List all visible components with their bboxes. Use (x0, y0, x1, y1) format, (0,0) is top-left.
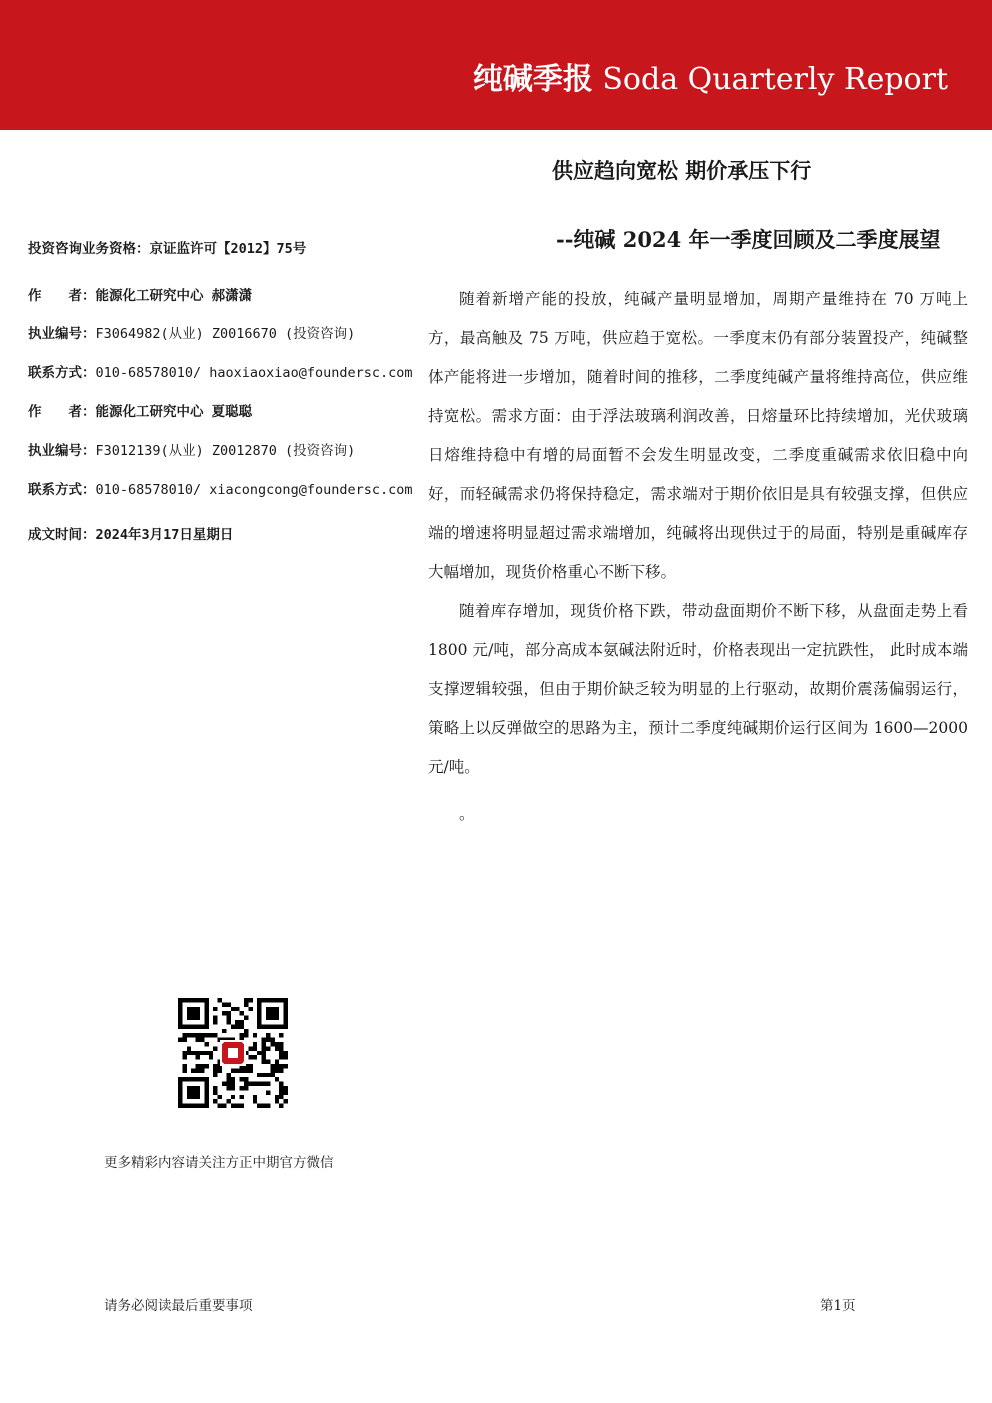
headline: 供应趋向宽松 期价承压下行 (552, 158, 812, 183)
contact1-value: 010-68578010/ haoxiaoxiao@foundersc.com (95, 365, 413, 381)
contact2-line (28, 478, 412, 498)
license2-value: F3012139(从业) Z0012870 (投资咨询) (95, 443, 356, 459)
report-body (428, 280, 968, 834)
body-paragraph: 随着库存增加，现货价格下跌，带动盘面期价不断下移，从盘面走势上看 1800 元/吨，部分高成本氨碱法附近时，价格表现出一定抗跌性， 此时成本端支撑逻辑较强，但由于期价缺乏较为明显的上行驱动，故期价震荡偏弱运行，策略上以反弹做空的思路为主，预计二季度纯碱期价运行区间为 1600—2000 元/吨。 (428, 602, 968, 776)
author2-value: 能源化工研究中心 夏聪聪 (95, 404, 253, 420)
license1-line (28, 322, 355, 342)
license2-line (28, 439, 355, 459)
date-line (28, 523, 233, 543)
license1-value: F3064982(从业) Z0016670 (投资咨询) (95, 326, 356, 342)
qr-caption: 更多精彩内容请关注方正中期官方微信 (104, 1155, 334, 1171)
page-number: 第1页 (820, 1298, 856, 1314)
contact2-value: 010-68578010/ xiacongcong@foundersc.com (95, 482, 413, 498)
author2-label: 作 者： (28, 404, 96, 420)
report-title (473, 62, 948, 98)
license1-label: 执业编号： (28, 326, 96, 342)
qualification-value: 京证监许可【2012】75号 (149, 241, 307, 257)
author2-line (28, 400, 252, 420)
footer-notice: 请务必阅读最后重要事项 (104, 1298, 253, 1314)
qualification-label: 投资咨询业务资格： (28, 241, 150, 257)
qualification-line (28, 237, 306, 257)
date-label: 成文时间： (28, 527, 96, 543)
qr-code-icon (178, 998, 288, 1108)
subheadline: --纯碱 2024 年一季度回顾及二季度展望 (556, 227, 941, 252)
author1-value: 能源化工研究中心 郝潇潇 (95, 288, 253, 304)
date-value: 2024年3月17日星期日 (95, 527, 234, 543)
header-banner (0, 0, 992, 130)
body-paragraph: 随着新增产能的投放，纯碱产量明显增加，周期产量维持在 70 万吨上方，最高触及 75 万吨，供应趋于宽松。一季度末仍有部分装置投产，纯碱整体产能将进一步增加，随着时间的推移，二季度纯碱产量将维持高位，供应维持宽松。需求方面：由于浮法玻璃利润改善，日熔量环比持续增加，光伏玻璃日熔维持稳中有增的局面暂不会发生明显改变，二季度重碱需求依旧稳中向好，而轻碱需求仍将保持稳定，需求端对于期价依旧是具有较强支撑，但供应端的增速将明显超过需求端增加，纯碱将出现供过于的局面，特别是重碱库存大幅增加，现货价格重心不断下移。 (428, 290, 968, 581)
report-title-en: Soda Quarterly Report (592, 62, 948, 97)
author1-label: 作 者： (28, 288, 96, 304)
contact2-label: 联系方式： (28, 482, 96, 498)
contact1-label: 联系方式： (28, 365, 96, 381)
contact1-line (28, 361, 412, 381)
body-paragraph: 。 (459, 805, 475, 823)
author1-line (28, 284, 252, 304)
report-title-cn: 纯碱季报 (472, 62, 593, 97)
license2-label: 执业编号： (28, 443, 96, 459)
